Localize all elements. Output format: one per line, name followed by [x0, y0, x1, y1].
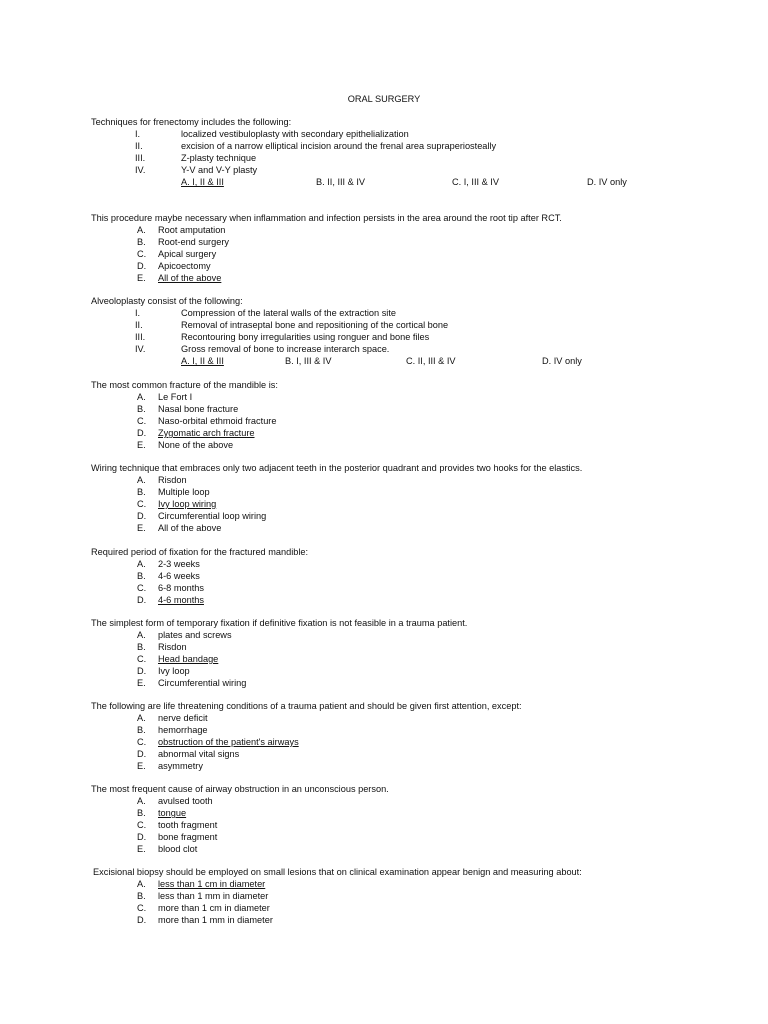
- choice-label: B.: [137, 725, 146, 735]
- choice-label: C.: [137, 583, 147, 593]
- choice-item: [91, 629, 731, 641]
- question-5: [91, 462, 731, 534]
- choice-label: D.: [137, 511, 147, 521]
- question-10: [93, 866, 733, 926]
- choice-item: [91, 522, 731, 534]
- choice-item: [91, 474, 731, 486]
- choice-text: Apical surgery: [158, 249, 217, 259]
- choice-label: D.: [137, 261, 147, 271]
- choice-label: C.: [137, 416, 147, 426]
- choice-label: B.: [137, 487, 146, 497]
- choice-text: more than 1 cm in diameter: [158, 903, 270, 913]
- question-4: [91, 379, 731, 451]
- choice-label: E.: [137, 761, 146, 771]
- choice-label: E.: [137, 844, 146, 854]
- statement-label: II.: [135, 320, 143, 330]
- choice-label: B.: [137, 642, 146, 652]
- choice-item: [93, 914, 733, 926]
- choice-item: [91, 415, 731, 427]
- question-stem: Alveoloplasty consist of the following:: [91, 296, 243, 306]
- choice-label: B.: [137, 571, 146, 581]
- choice-item: [91, 510, 731, 522]
- statement-text: Y-V and V-Y plasty: [181, 165, 258, 175]
- choice-text: Ivy loop: [158, 666, 190, 676]
- choice-label: E.: [137, 523, 146, 533]
- choice-text: more than 1 mm in diameter: [158, 915, 273, 925]
- choice-item: [91, 795, 731, 807]
- choice-text: less than 1 mm in diameter: [158, 891, 269, 901]
- choice-text: asymmetry: [158, 761, 203, 771]
- statement-text: excision of a narrow elliptical incision around the frenal area supraperiosteally: [181, 141, 497, 151]
- question-9: [91, 783, 731, 855]
- question-1: [91, 116, 731, 188]
- choice-text: blood clot: [158, 844, 198, 854]
- question-stem: Required period of fixation for the fractured mandible:: [91, 547, 309, 557]
- question-2: [91, 212, 731, 284]
- choice-text: Root-end surgery: [158, 237, 229, 247]
- statement-label: II.: [135, 141, 143, 151]
- answer-option: C. II, III & IV: [406, 356, 456, 366]
- statement-text: localized vestibuloplasty with secondary epithelialization: [181, 129, 409, 139]
- statement-label: I.: [135, 129, 141, 139]
- choice-item: [91, 819, 731, 831]
- choice-text: plates and screws: [158, 630, 232, 640]
- choice-text-correct: Head bandage: [158, 654, 219, 664]
- statement-item: [91, 140, 731, 152]
- choice-item: [91, 427, 731, 439]
- choice-text-correct: Zygomatic arch fracture: [158, 428, 255, 438]
- statement-label: III.: [135, 153, 146, 163]
- choice-label: D.: [137, 666, 147, 676]
- answer-option: D. IV only: [542, 356, 582, 366]
- choice-label: C.: [137, 249, 147, 259]
- choice-text-correct: All of the above: [158, 273, 222, 283]
- statement-text: Gross removal of bone to increase interarch space.: [181, 344, 390, 354]
- choice-item: [91, 486, 731, 498]
- question-3: [91, 295, 731, 367]
- choice-text: abnormal vital signs: [158, 749, 240, 759]
- choice-item: [91, 748, 731, 760]
- page-title: ORAL SURGERY: [347, 94, 421, 104]
- choice-item: [91, 582, 731, 594]
- statement-label: III.: [135, 332, 146, 342]
- choice-label: E.: [137, 440, 146, 450]
- choice-text-correct: Ivy loop wiring: [158, 499, 217, 509]
- choice-item: [93, 902, 733, 914]
- statement-label: I.: [135, 308, 141, 318]
- choice-label: A.: [137, 392, 146, 402]
- statement-item: [91, 164, 731, 176]
- choice-item: [91, 843, 731, 855]
- choice-label: C.: [137, 737, 147, 747]
- choice-text-correct: obstruction of the patient's airways: [158, 737, 299, 747]
- choice-item: [91, 391, 731, 403]
- choice-label: C.: [137, 903, 147, 913]
- statement-item: [91, 128, 731, 140]
- choice-item: [91, 558, 731, 570]
- choice-text: avulsed tooth: [158, 796, 213, 806]
- choice-text: Apicoectomy: [158, 261, 211, 271]
- question-stem: The simplest form of temporary fixation if definitive fixation is not feasible in a trauma patient.: [91, 618, 468, 628]
- choice-label: B.: [137, 237, 146, 247]
- answer-option-correct: A. I, II & III: [181, 177, 224, 187]
- choice-label: A.: [137, 630, 146, 640]
- statement-item: [91, 331, 731, 343]
- statement-text: Removal of intraseptal bone and repositioning of the cortical bone: [181, 320, 449, 330]
- question-6: [91, 546, 731, 606]
- choice-label: D.: [137, 749, 147, 759]
- question-8: [91, 700, 731, 772]
- choice-item: [91, 712, 731, 724]
- answer-option: D. IV only: [587, 177, 627, 187]
- statement-item: [91, 307, 731, 319]
- choice-text-correct: tongue: [158, 808, 187, 818]
- answer-option: B. II, III & IV: [316, 177, 366, 187]
- choice-item: [91, 594, 731, 606]
- choice-label: C.: [137, 654, 147, 664]
- answer-option: C. I, III & IV: [452, 177, 499, 187]
- choice-item: [91, 439, 731, 451]
- choice-item: [91, 403, 731, 415]
- statement-label: IV.: [135, 344, 146, 354]
- question-stem: The most common fracture of the mandible is:: [91, 380, 278, 390]
- choice-text: 2-3 weeks: [158, 559, 200, 569]
- choice-text-correct: 4-6 months: [158, 595, 204, 605]
- choice-item: [91, 653, 731, 665]
- statement-label: IV.: [135, 165, 146, 175]
- choice-item: [93, 878, 733, 890]
- choice-item: [91, 224, 731, 236]
- statement-item: [91, 343, 731, 355]
- choice-item: [91, 248, 731, 260]
- choice-label: A.: [137, 796, 146, 806]
- choice-item: [91, 641, 731, 653]
- statement-item: [91, 319, 731, 331]
- choice-label: D.: [137, 832, 147, 842]
- choice-item: [91, 807, 731, 819]
- choice-text: 4-6 weeks: [158, 571, 200, 581]
- choice-text: nerve deficit: [158, 713, 208, 723]
- choice-item: [93, 890, 733, 902]
- answer-options: [91, 176, 731, 188]
- choice-label: E.: [137, 678, 146, 688]
- choice-text: Le Fort I: [158, 392, 193, 402]
- choice-text: Naso-orbital ethmoid fracture: [158, 416, 277, 426]
- choice-label: D.: [137, 428, 147, 438]
- choice-item: [91, 724, 731, 736]
- question-stem: Wiring technique that embraces only two adjacent teeth in the posterior quadrant and provides two hooks for the elastics.: [91, 463, 583, 473]
- question-stem: Techniques for frenectomy includes the following:: [91, 117, 292, 127]
- choice-text: Multiple loop: [158, 487, 210, 497]
- choice-item: [91, 570, 731, 582]
- choice-label: B.: [137, 404, 146, 414]
- choice-item: [91, 677, 731, 689]
- choice-label: A.: [137, 559, 146, 569]
- choice-label: A.: [137, 225, 146, 235]
- choice-item: [91, 498, 731, 510]
- choice-item: [91, 831, 731, 843]
- answer-option-correct: A. I, II & III: [181, 356, 224, 366]
- statement-text: Recontouring bony irregularities using ronguer and bone files: [181, 332, 430, 342]
- statement-text: Compression of the lateral walls of the extraction site: [181, 308, 396, 318]
- choice-text: Risdon: [158, 642, 187, 652]
- choice-text: Circumferential loop wiring: [158, 511, 267, 521]
- choice-text: 6-8 months: [158, 583, 204, 593]
- statement-item: [91, 152, 731, 164]
- choice-label: B.: [137, 808, 146, 818]
- answer-options: [91, 355, 731, 367]
- choice-label: A.: [137, 475, 146, 485]
- choice-label: D.: [137, 595, 147, 605]
- choice-text: tooth fragment: [158, 820, 218, 830]
- choice-item: [91, 760, 731, 772]
- choice-label: D.: [137, 915, 147, 925]
- choice-label: B.: [137, 891, 146, 901]
- choice-text: bone fragment: [158, 832, 218, 842]
- question-stem: The most frequent cause of airway obstruction in an unconscious person.: [91, 784, 389, 794]
- question-stem: Excisional biopsy should be employed on small lesions that on clinical examination appear benign and measuring about:: [93, 867, 582, 877]
- choice-text: None of the above: [158, 440, 234, 450]
- question-stem: This procedure maybe necessary when inflammation and infection persists in the area around the root tip after RCT.: [91, 213, 562, 223]
- choice-label: A.: [137, 879, 146, 889]
- choice-text: Circumferential wiring: [158, 678, 247, 688]
- choice-label: E.: [137, 273, 146, 283]
- choice-text: All of the above: [158, 523, 222, 533]
- choice-item: [91, 260, 731, 272]
- question-7: [91, 617, 731, 689]
- choice-text: Nasal bone fracture: [158, 404, 239, 414]
- question-stem: The following are life threatening conditions of a trauma patient and should be given first attention, except:: [91, 701, 522, 711]
- choice-label: C.: [137, 499, 147, 509]
- statement-text: Z-plasty technique: [181, 153, 257, 163]
- choice-item: [91, 736, 731, 748]
- choice-text-correct: less than 1 cm in diameter: [158, 879, 266, 889]
- choice-text: hemorrhage: [158, 725, 208, 735]
- choice-text: Root amputation: [158, 225, 226, 235]
- choice-item: [91, 665, 731, 677]
- choice-item: [91, 272, 731, 284]
- choice-label: A.: [137, 713, 146, 723]
- answer-option: B. I, III & IV: [285, 356, 332, 366]
- choice-item: [91, 236, 731, 248]
- choice-text: Risdon: [158, 475, 187, 485]
- choice-label: C.: [137, 820, 147, 830]
